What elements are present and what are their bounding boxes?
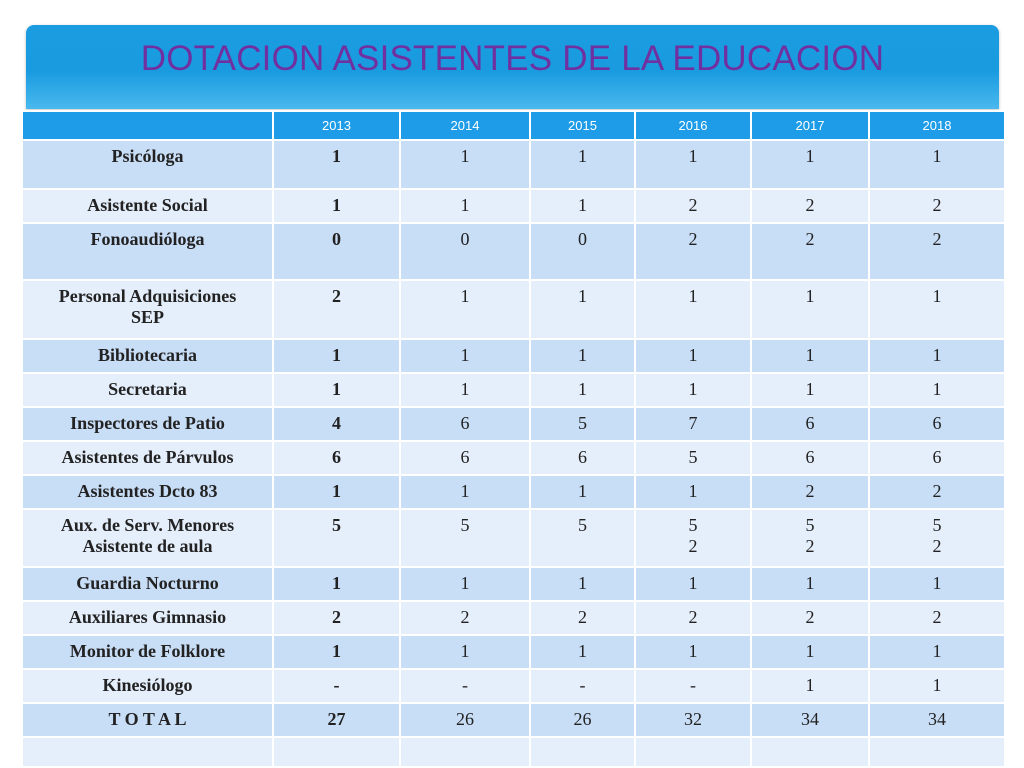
value-cell xyxy=(400,635,530,669)
value-line: 5 xyxy=(578,413,587,433)
value-line: 6 xyxy=(805,413,815,433)
value-line: 1 xyxy=(578,286,587,306)
table-row xyxy=(22,567,1005,601)
value-line: 1 xyxy=(578,641,587,661)
value-line: 26 xyxy=(573,709,592,729)
row-label-line: Asistentes de Párvulos xyxy=(61,447,234,467)
row-label-line: Guardia Nocturno xyxy=(76,573,219,593)
value-line: 5 xyxy=(805,515,815,535)
value-line: 1 xyxy=(932,286,942,306)
table-row xyxy=(22,509,1005,567)
value-line: 2 xyxy=(932,195,942,215)
value-line: 1 xyxy=(578,379,587,399)
row-label xyxy=(22,475,273,509)
value-line: 1 xyxy=(688,481,698,501)
title-banner xyxy=(26,25,999,109)
value-cell xyxy=(273,567,400,601)
value-line: 34 xyxy=(801,709,819,729)
value-line: 2 xyxy=(688,536,698,556)
value-cell xyxy=(400,140,530,189)
value-cell xyxy=(751,475,869,509)
value-line: 1 xyxy=(460,481,470,501)
table-row xyxy=(22,339,1005,373)
value-cell xyxy=(530,567,635,601)
value-line: 1 xyxy=(460,146,470,166)
value-cell xyxy=(273,339,400,373)
value-line: 1 xyxy=(332,345,341,365)
value-line: 5 xyxy=(460,515,470,535)
value-line: 1 xyxy=(332,641,341,661)
value-cell xyxy=(635,280,751,339)
row-label-line: Psicóloga xyxy=(111,146,184,166)
value-cell xyxy=(273,475,400,509)
value-line: 0 xyxy=(578,229,587,249)
value-line: 2 xyxy=(805,607,815,627)
table-row xyxy=(22,441,1005,475)
value-line: 1 xyxy=(932,641,942,661)
value-cell xyxy=(273,140,400,189)
value-cell xyxy=(530,509,635,567)
row-label-line: Bibliotecaria xyxy=(98,345,197,365)
value-cell xyxy=(530,737,635,767)
value-cell xyxy=(273,373,400,407)
staff-table xyxy=(21,110,1006,768)
value-line: 1 xyxy=(332,379,341,399)
row-label xyxy=(22,669,273,703)
row-label xyxy=(22,509,273,567)
value-line: 6 xyxy=(578,447,587,467)
value-cell xyxy=(400,703,530,737)
table-row xyxy=(22,703,1005,737)
value-cell xyxy=(635,509,751,567)
value-cell xyxy=(869,339,1005,373)
value-line: 1 xyxy=(578,345,587,365)
value-cell xyxy=(273,189,400,223)
value-cell xyxy=(869,669,1005,703)
header-cell-year: 2017 xyxy=(751,111,869,140)
value-line: 1 xyxy=(460,573,470,593)
value-line: 26 xyxy=(456,709,474,729)
value-cell xyxy=(530,475,635,509)
value-cell xyxy=(530,635,635,669)
value-line: 5 xyxy=(332,515,341,535)
value-cell xyxy=(869,140,1005,189)
value-cell xyxy=(635,339,751,373)
value-line: 5 xyxy=(688,447,698,467)
value-cell xyxy=(273,635,400,669)
value-cell xyxy=(869,567,1005,601)
value-cell xyxy=(273,601,400,635)
row-label-line: Kinesiólogo xyxy=(102,675,193,695)
row-label xyxy=(22,223,273,280)
value-line: 4 xyxy=(332,413,341,433)
value-cell xyxy=(635,669,751,703)
row-label xyxy=(22,140,273,189)
value-line: 2 xyxy=(932,229,942,249)
value-line: 1 xyxy=(932,379,942,399)
value-line: 1 xyxy=(332,146,341,166)
row-label xyxy=(22,441,273,475)
value-line: 1 xyxy=(332,195,341,215)
value-cell xyxy=(400,189,530,223)
value-line: 2 xyxy=(932,481,942,501)
row-label-line: Asistente de aula xyxy=(82,536,213,556)
value-cell xyxy=(635,407,751,441)
value-cell xyxy=(751,601,869,635)
value-line: 1 xyxy=(932,675,942,695)
value-cell xyxy=(635,703,751,737)
value-line: 1 xyxy=(932,573,942,593)
value-line: 1 xyxy=(688,345,698,365)
value-cell xyxy=(869,223,1005,280)
value-line: 1 xyxy=(460,345,470,365)
value-cell xyxy=(869,189,1005,223)
value-line: 1 xyxy=(805,286,815,306)
row-label xyxy=(22,280,273,339)
value-cell xyxy=(751,441,869,475)
value-line: 27 xyxy=(327,709,346,729)
value-line: 6 xyxy=(805,447,815,467)
value-line: 1 xyxy=(688,573,698,593)
value-cell xyxy=(400,567,530,601)
value-line: 2 xyxy=(932,536,942,556)
row-label xyxy=(22,373,273,407)
value-cell xyxy=(751,509,869,567)
row-label-line: Personal Adquisiciones xyxy=(58,286,237,306)
row-label xyxy=(22,737,273,767)
value-cell xyxy=(530,189,635,223)
header-row xyxy=(22,111,1005,140)
header-cell-year: 2016 xyxy=(635,111,751,140)
table-row xyxy=(22,280,1005,339)
value-line: 6 xyxy=(460,413,470,433)
value-line: 1 xyxy=(805,641,815,661)
value-line: 1 xyxy=(932,345,942,365)
value-line: 5 xyxy=(688,515,698,535)
value-cell xyxy=(635,475,751,509)
value-line: 0 xyxy=(332,229,341,249)
value-line: 7 xyxy=(688,413,698,433)
header-cell-blank xyxy=(22,111,273,140)
value-line: 1 xyxy=(332,481,341,501)
value-cell xyxy=(530,441,635,475)
header-cell-year: 2015 xyxy=(530,111,635,140)
table-row xyxy=(22,140,1005,189)
value-line: 2 xyxy=(332,286,341,306)
value-line: 1 xyxy=(578,195,587,215)
value-cell xyxy=(530,140,635,189)
table-row xyxy=(22,373,1005,407)
value-cell xyxy=(751,737,869,767)
value-line: 2 xyxy=(460,607,470,627)
row-label xyxy=(22,703,273,737)
value-cell xyxy=(635,140,751,189)
value-cell xyxy=(635,737,751,767)
value-line: 1 xyxy=(332,573,341,593)
value-cell xyxy=(530,280,635,339)
value-cell xyxy=(273,669,400,703)
row-label xyxy=(22,189,273,223)
value-line: 6 xyxy=(460,447,470,467)
row-label-line: Secretaria xyxy=(108,379,187,399)
value-line: 1 xyxy=(932,146,942,166)
value-cell xyxy=(530,669,635,703)
value-cell xyxy=(869,475,1005,509)
value-cell xyxy=(273,441,400,475)
value-cell xyxy=(273,280,400,339)
value-cell xyxy=(530,703,635,737)
value-line: 1 xyxy=(460,379,470,399)
row-label-line: Monitor de Folklore xyxy=(69,641,226,661)
value-line: 1 xyxy=(460,641,470,661)
value-cell xyxy=(400,339,530,373)
table-row xyxy=(22,601,1005,635)
value-line: 32 xyxy=(684,709,702,729)
row-label-line: Aux. de Serv. Menores xyxy=(60,515,235,535)
value-cell xyxy=(869,373,1005,407)
value-line: - xyxy=(579,675,586,695)
value-line: 0 xyxy=(460,229,470,249)
value-line: 2 xyxy=(688,229,698,249)
value-line: 1 xyxy=(688,146,698,166)
value-line: 1 xyxy=(460,286,470,306)
value-cell xyxy=(869,703,1005,737)
value-line: 2 xyxy=(578,607,587,627)
table-row xyxy=(22,223,1005,280)
header-cell-year: 2018 xyxy=(869,111,1005,140)
value-line: 1 xyxy=(805,146,815,166)
value-cell xyxy=(400,669,530,703)
slide-title: DOTACION ASISTENTES DE LA EDUCACION xyxy=(140,39,885,78)
value-cell xyxy=(751,567,869,601)
value-line: 2 xyxy=(688,195,698,215)
value-line: 1 xyxy=(578,573,587,593)
table-row xyxy=(22,475,1005,509)
value-cell xyxy=(869,601,1005,635)
value-cell xyxy=(751,339,869,373)
value-cell xyxy=(400,407,530,441)
value-line: 2 xyxy=(805,195,815,215)
value-cell xyxy=(869,635,1005,669)
row-label xyxy=(22,601,273,635)
value-cell xyxy=(273,223,400,280)
value-line: 1 xyxy=(688,286,698,306)
row-label xyxy=(22,567,273,601)
value-cell xyxy=(751,280,869,339)
value-line: 2 xyxy=(805,481,815,501)
value-line: 2 xyxy=(932,607,942,627)
value-line: 1 xyxy=(805,345,815,365)
value-cell xyxy=(635,223,751,280)
value-line: 1 xyxy=(688,379,698,399)
value-line: 6 xyxy=(332,447,341,467)
value-cell xyxy=(869,509,1005,567)
value-line: 2 xyxy=(332,607,341,627)
value-line: 34 xyxy=(928,709,946,729)
value-line: - xyxy=(333,675,340,695)
value-cell xyxy=(400,475,530,509)
row-label-line: T O T A L xyxy=(108,709,187,729)
value-cell xyxy=(400,373,530,407)
row-label-line: Inspectores de Patio xyxy=(70,413,225,433)
value-cell xyxy=(751,140,869,189)
value-cell xyxy=(869,280,1005,339)
value-cell xyxy=(869,441,1005,475)
value-line: 1 xyxy=(578,146,587,166)
value-cell xyxy=(635,567,751,601)
row-label-line: SEP xyxy=(130,307,164,327)
value-cell xyxy=(635,373,751,407)
row-label xyxy=(22,407,273,441)
value-cell xyxy=(400,509,530,567)
value-cell xyxy=(530,339,635,373)
table-row xyxy=(22,737,1005,767)
value-line: 1 xyxy=(688,641,698,661)
value-cell xyxy=(751,703,869,737)
value-line: 2 xyxy=(805,229,815,249)
value-cell xyxy=(530,373,635,407)
value-cell xyxy=(869,737,1005,767)
value-cell xyxy=(273,509,400,567)
value-cell xyxy=(635,635,751,669)
value-line: - xyxy=(690,675,696,695)
value-cell xyxy=(751,635,869,669)
value-cell xyxy=(273,407,400,441)
value-cell xyxy=(400,223,530,280)
value-cell xyxy=(400,441,530,475)
value-cell xyxy=(530,407,635,441)
value-line: 2 xyxy=(805,536,815,556)
value-cell xyxy=(751,189,869,223)
value-cell xyxy=(400,601,530,635)
value-line: 1 xyxy=(805,379,815,399)
value-cell xyxy=(400,737,530,767)
row-label-line: Asistente Social xyxy=(87,195,208,215)
table-row xyxy=(22,669,1005,703)
row-label-line: Fonoaudióloga xyxy=(90,229,205,249)
header-cell-year: 2013 xyxy=(273,111,400,140)
row-label xyxy=(22,339,273,373)
table-row xyxy=(22,407,1005,441)
value-cell xyxy=(273,737,400,767)
value-line: 5 xyxy=(578,515,587,535)
value-line: 2 xyxy=(688,607,698,627)
header-cell-year: 2014 xyxy=(400,111,530,140)
value-cell xyxy=(530,223,635,280)
value-line: 6 xyxy=(932,447,942,467)
value-cell xyxy=(635,441,751,475)
value-line: 1 xyxy=(805,675,815,695)
value-cell xyxy=(751,223,869,280)
row-label-line: Auxiliares Gimnasio xyxy=(68,607,227,627)
value-cell xyxy=(635,601,751,635)
table-row xyxy=(22,189,1005,223)
value-cell xyxy=(273,703,400,737)
value-line: 6 xyxy=(932,413,942,433)
value-line: 1 xyxy=(460,195,470,215)
value-cell xyxy=(400,280,530,339)
table-row xyxy=(22,635,1005,669)
value-cell xyxy=(751,669,869,703)
row-label-line: Asistentes Dcto 83 xyxy=(77,481,218,501)
value-cell xyxy=(635,189,751,223)
value-line: - xyxy=(462,675,468,695)
value-cell xyxy=(869,407,1005,441)
value-cell xyxy=(751,373,869,407)
value-cell xyxy=(530,601,635,635)
value-line: 1 xyxy=(805,573,815,593)
value-line: 5 xyxy=(932,515,942,535)
value-cell xyxy=(751,407,869,441)
value-line: 1 xyxy=(578,481,587,501)
row-label xyxy=(22,635,273,669)
